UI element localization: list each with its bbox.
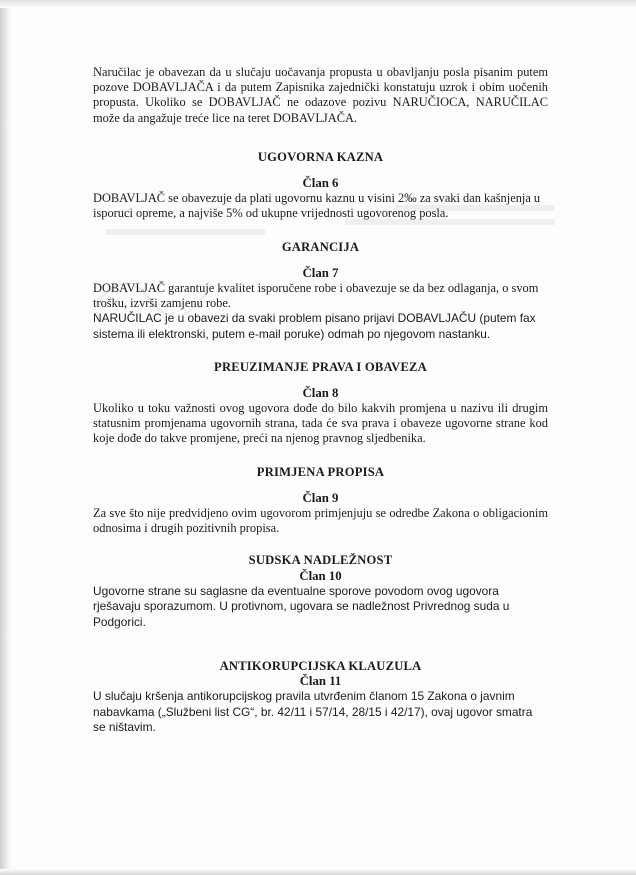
section-heading-preuzimanje: PREUZIMANJE PRAVA I OBAVEZA	[214, 359, 427, 374]
scan-edge-bottom	[0, 869, 636, 875]
article-title-7: Član 7	[302, 265, 339, 280]
section-heading-ugovorna-kazna: UGOVORNA KAZNA	[257, 149, 384, 164]
article-text-8: Ukoliko u toku važnosti ovog ugovora dođe do bilo kakvih promjena u nazivu ili drugim statusnim promjenama ugovornih strana, tada će sva prava i obaveze ugovorne strane kod koje dođe do takve promjene, preći na njenog pravnog sljedbenika.	[93, 401, 548, 446]
article-title-6: Član 6	[302, 176, 339, 191]
intro-paragraph: Naručilac je obavezan da u slučaju uočavanja propusta u obavljanju posla pisanim putem pozove DOBAVLJAČA i da putem Zapisnika zajednički konstatuju uzrok i obim uočenih propusta. Ukoliko se DOBAVLJAČ ne odazove pozivu NARUČIOCA, NARUČILAC može da angažuje treće lice na teret DOBAVLJAČA.	[93, 65, 548, 125]
article-text-7a: DOBAVLJAČ garantuje kvalitet isporučene robe i obavezuje se da bez odlaganja, o svom trošku, izvrši zamjenu robe.	[93, 281, 539, 311]
section-heading-antikorupcijska: ANTIKORUPCIJSKA KLAUZULA	[219, 658, 422, 673]
article-title-10: Član 10	[299, 568, 342, 583]
article-text-7b: NARUČILAC je u obavezi da svaki problem pisano prijavi DOBAVLJAČU (putem fax sistema ili elektronski, putem e-mail poruke) odmah po njegovom nastanku.	[93, 311, 536, 342]
article-text-10: Ugovorne strane su saglasne da eventualne sporove povodom ovog ugovora rješavaju sporazumom. U protivnom, ugovara se nadležnost Privrednog suda u Podgorici.	[93, 583, 510, 630]
scan-edge-top	[0, 0, 636, 8]
article-text-9: Za sve što nije predvidjeno ovim ugovorom primjenjuju se odredbe Zakona o obligacionim odnosima i drugih pozitivnih propisa.	[93, 506, 548, 536]
article-title-11: Član 11	[299, 673, 342, 688]
article-text-6: DOBAVLJAČ se obavezuje da plati ugovornu kaznu u visini 2‰ za svaki dan kašnjenja u isporuci opreme, a najviše 5% od ukupne vrijednosti ugovorenog posla.	[93, 191, 541, 221]
section-heading-sudska-nadleznost: SUDSKA NADLEŽNOST	[248, 553, 393, 568]
article-title-9: Član 9	[302, 490, 339, 505]
article-text-11: U slučaju kršenja antikorupcijskog pravila utvrđenim članom 15 Zakona o javnim nabavkama („Službeni list CG“, br. 42/11 i 57/14, 28/15 i 42/17), ovaj ugovor smatra se ništavim.	[93, 689, 533, 735]
section-heading-primjena-propisa: PRIMJENA PROPISA	[256, 464, 385, 479]
article-title-8: Član 8	[302, 385, 339, 400]
scan-edge-left	[0, 0, 12, 875]
document-body	[93, 65, 548, 736]
section-heading-garancija: GARANCIJA	[281, 239, 360, 254]
